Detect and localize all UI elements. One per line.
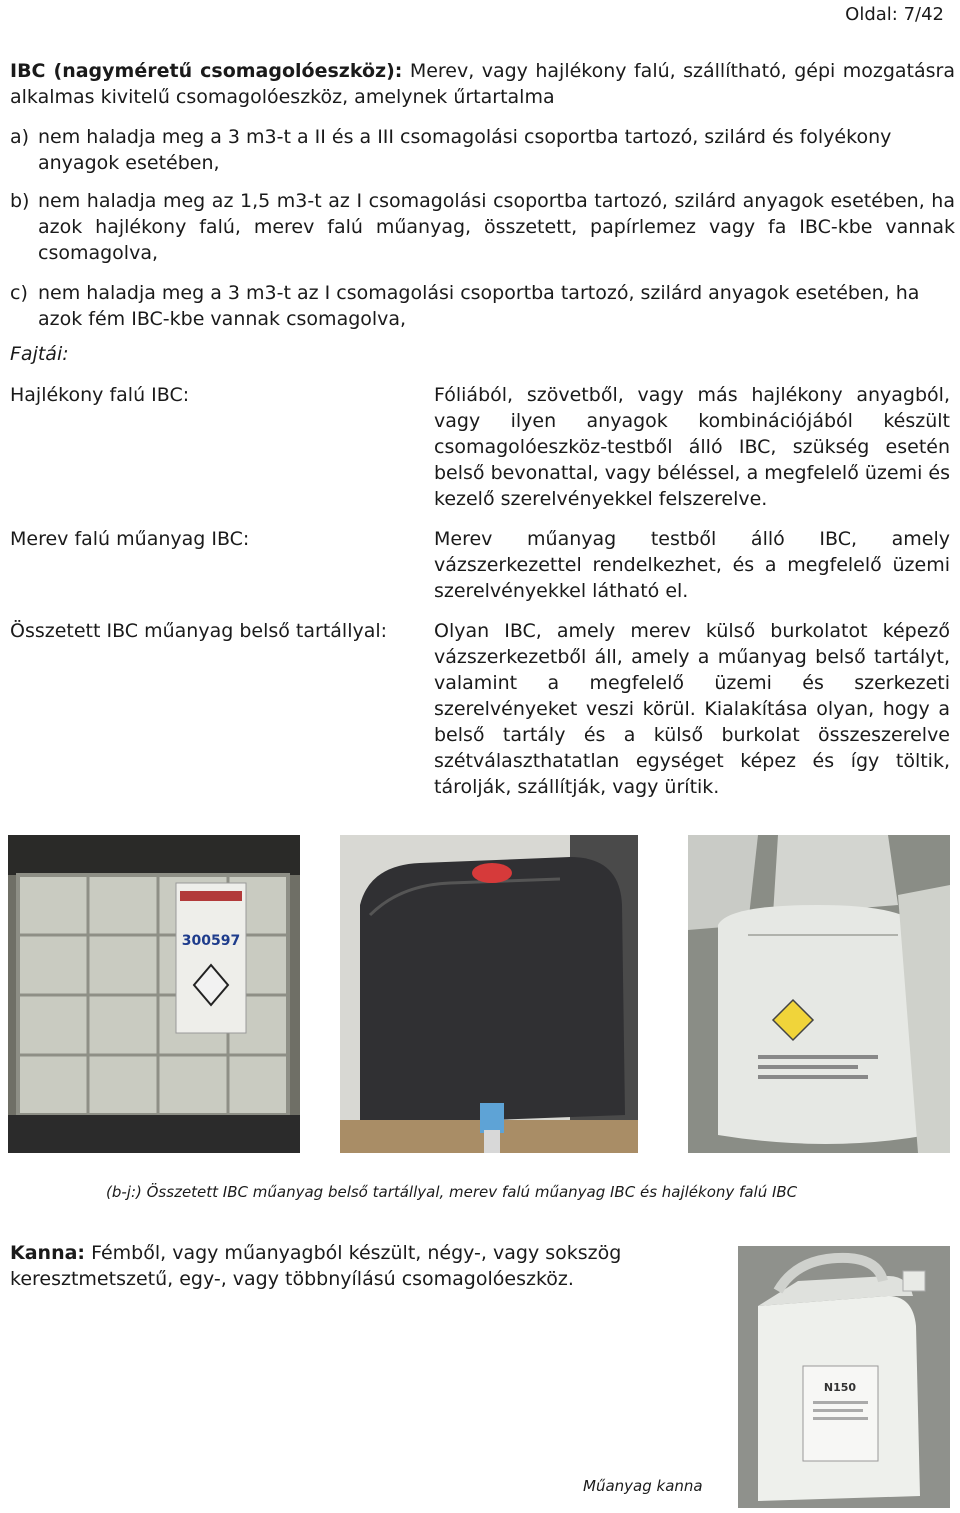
ibc-definition [10, 58, 955, 110]
condition-text: nem haladja meg a 3 m3-t az I csomagolási csoportba tartozó, szilárd anyagok esetében, ha azok fém IBC-kbe vannak csomagolva, [38, 282, 920, 330]
type-term-rigid: Merev falú műanyag IBC: [10, 528, 250, 550]
condition-a [10, 124, 955, 176]
kanna-definition [10, 1240, 700, 1292]
types-heading: Fajtái: [10, 343, 69, 365]
type-term-flexible: Hajlékony falú IBC: [10, 384, 190, 406]
type-term-composite: Összetett IBC műanyag belső tartállyal: [10, 620, 388, 642]
type-definition-rigid: Merev műanyag testből álló IBC, amely vázszerkezettel rendelkezhet, és a megfelelő üzemi szerelvényekkel látható el. [434, 528, 950, 602]
canister-label-text: N150 [823, 1381, 857, 1394]
photo-plastic-canister [738, 1246, 950, 1508]
kanna-caption: Műanyag kanna [583, 1477, 703, 1495]
condition-text: nem haladja meg a 3 m3-t a II és a III csomagolási csoportba tartozó, szilárd és folyékony anyagok esetében, [38, 126, 892, 174]
photo-flexible-ibc [688, 835, 950, 1153]
condition-text: nem haladja meg az 1,5 m3-t az I csomagolási csoportba tartozó, szilárd anyagok esetében, ha azok hajlékony falú, merev falú műanyag, összetett, papírlemez vagy fa IBC-kbe vannak csomagolva, [38, 190, 955, 264]
condition-c [10, 280, 955, 332]
photo-rigid-plastic-ibc [340, 835, 638, 1153]
condition-b [10, 188, 955, 266]
condition-marker: c) [10, 282, 28, 304]
ibc-term: IBC (nagyméretű csomagolóeszköz): [10, 60, 403, 82]
page-number: Oldal: 7/42 [845, 4, 944, 25]
label-number: 300597 [181, 933, 241, 949]
kanna-text: Fémből, vagy műanyagból készült, négy-, vagy sokszög keresztmetszetű, egy-, vagy többnyílású csomagolóeszköz. [10, 1242, 622, 1290]
kanna-term: Kanna: [10, 1242, 86, 1264]
photos-caption: (b-j:) Összetett IBC műanyag belső tartállyal, merev falú műanyag IBC és hajlékony falú IBC [106, 1183, 798, 1201]
type-definition-composite: Olyan IBC, amely merev külső burkolatot képező vázszerkezetből áll, amely a műanyag belső tartályt, valamint a megfelelő üzemi és szerkezeti szerelvényeket veszi körül. Kialakítása olyan, hogy a belső tartály és a külső burkolat összeszerelve szétválaszthatatlan egységet képez és így töltik, tárolják, szállítják, vagy ürítik. [434, 620, 950, 798]
condition-marker: b) [10, 190, 30, 212]
type-definition-flexible: Fóliából, szövetből, vagy más hajlékony anyagból, vagy ilyen anyagok kombinációjából készült csomagolóeszköz-testből álló IBC, szükség esetén belső bevonattal, vagy béléssel, a megfelelő üzemi és kezelő szerelvényekkel felszerelve. [434, 384, 950, 510]
photo-composite-ibc [8, 835, 300, 1153]
ibc-text: Merev, vagy hajlékony falú, szállítható, gépi mozgatásra alkalmas kivitelű csomagolóeszköz, amelynek űrtartalma [10, 60, 955, 108]
condition-marker: a) [10, 126, 30, 148]
